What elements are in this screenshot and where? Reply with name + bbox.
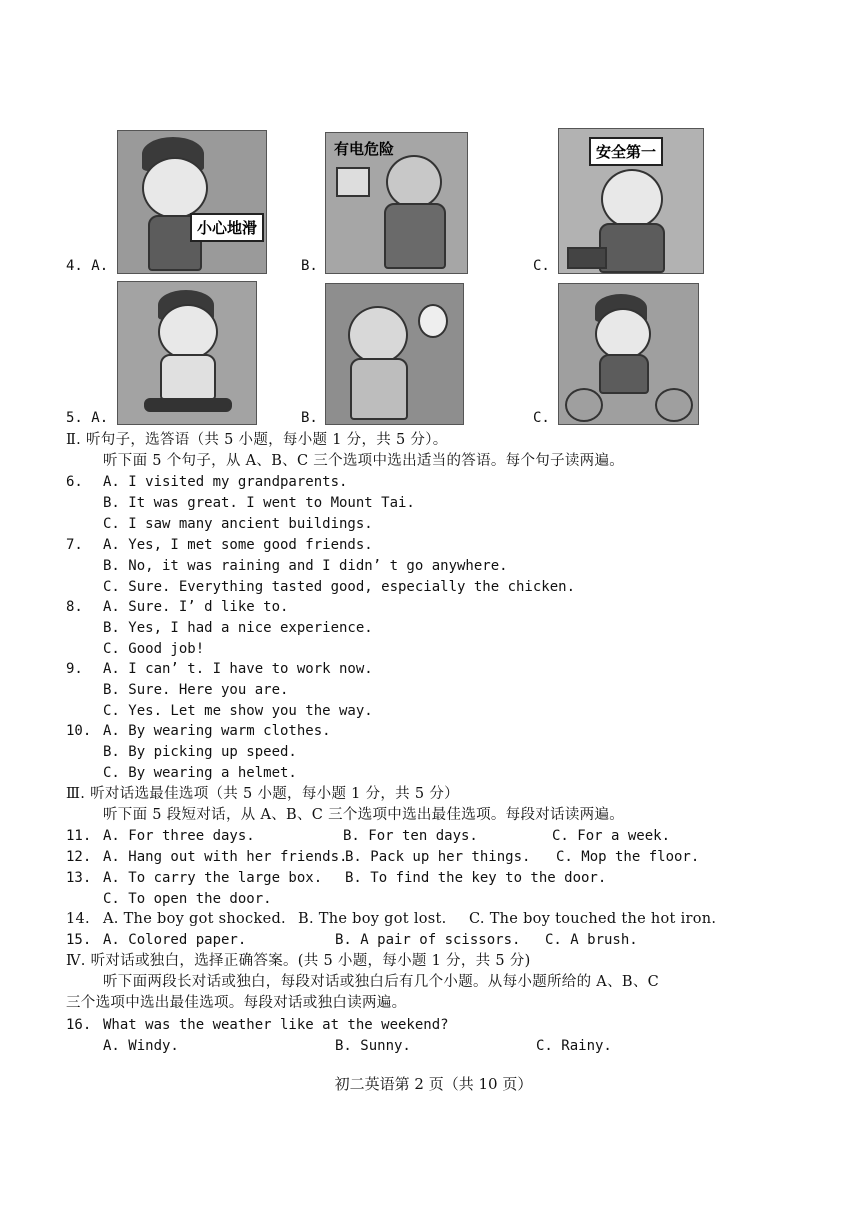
q5-label-c: C.: [533, 410, 550, 426]
q6-number: 6.: [66, 474, 83, 490]
section-2-instruction: 听下面 5 个句子，从 A、B、C 三个选项中选出适当的答语。每个句子读两遍。: [103, 453, 625, 469]
skateboard-icon: [144, 398, 232, 412]
q4-picture-a: [117, 130, 267, 274]
q4-label-b: B.: [301, 258, 318, 274]
q4-picture-b: [325, 132, 468, 274]
section-2-heading: Ⅱ. 听句子，选答语（共 5 小题，每小题 1 分，共 5 分）。: [66, 432, 448, 448]
q8-option-a: A. Sure. I’ d like to.: [103, 599, 289, 615]
section-4-instruction-1: 听下面两段长对话或独白，每段对话或独白后有几个小题。从每小题所给的 A、B、C: [103, 974, 660, 990]
section-4-heading: Ⅳ. 听对话或独白，选择正确答案。(共 5 小题，每小题 1 分，共 5 分): [66, 953, 531, 969]
q13-number: 13.: [66, 870, 92, 886]
ping-pong-paddle-icon: [418, 304, 448, 338]
q11-option-b: B. For ten days.: [343, 828, 478, 844]
q6-option-c: C. I saw many ancient buildings.: [103, 516, 373, 532]
q11-option-c: C. For a week.: [552, 828, 671, 844]
q14-option-a: A. The boy got shocked.: [103, 911, 286, 927]
caution-sign: 小心地滑: [190, 213, 264, 242]
q12-option-c: C. Mop the floor.: [556, 849, 700, 865]
section-4-instruction-2: 三个选项中选出最佳选项。每段对话或独白读两遍。: [66, 995, 407, 1011]
q5-picture-b: [325, 283, 464, 425]
q11-number: 11.: [66, 828, 92, 844]
q7-option-a: A. Yes, I met some good friends.: [103, 537, 373, 553]
q13-option-a: A. To carry the large box.: [103, 870, 323, 886]
q10-option-b: B. By picking up speed.: [103, 744, 297, 760]
q16-number: 16.: [66, 1017, 92, 1033]
q13-option-c: C. To open the door.: [103, 891, 272, 907]
q15-option-c: C. A brush.: [545, 932, 638, 948]
section-3-instruction: 听下面 5 段短对话，从 A、B、C 三个选项中选出最佳选项。每段对话读两遍。: [103, 807, 625, 823]
q4-label-c: C.: [533, 258, 550, 274]
section-3-heading: Ⅲ. 听对话选最佳选项（共 5 小题，每小题 1 分，共 5 分）: [66, 786, 459, 802]
q5-picture-a: [117, 281, 257, 425]
q12-option-b: B. Pack up her things.: [345, 849, 531, 865]
q15-option-a: A. Colored paper.: [103, 932, 247, 948]
danger-sign: 有电危险: [334, 140, 395, 158]
socket-icon: [336, 167, 370, 197]
q14-option-b: B. The boy got lost.: [298, 911, 447, 927]
safety-first-sign: 安全第一: [589, 137, 663, 166]
boy-body-icon: [350, 358, 408, 420]
q11-option-a: A. For three days.: [103, 828, 255, 844]
q9-option-c: C. Yes. Let me show you the way.: [103, 703, 373, 719]
q16-question: What was the weather like at the weekend?: [103, 1017, 449, 1033]
q10-option-a: A. By wearing warm clothes.: [103, 723, 331, 739]
q7-option-b: B. No, it was raining and I didn’ t go anywhere.: [103, 558, 508, 574]
q9-option-b: B. Sure. Here you are.: [103, 682, 289, 698]
boy-face-icon: [601, 169, 663, 229]
boy-face-icon: [158, 304, 218, 360]
q16-option-c: C. Rainy.: [536, 1038, 612, 1054]
boy-face-icon: [595, 308, 651, 360]
toolbox-icon: [567, 247, 607, 269]
boy-body-icon: [599, 223, 665, 273]
q15-option-b: B. A pair of scissors.: [335, 932, 521, 948]
q13-option-b: B. To find the key to the door.: [345, 870, 607, 886]
q6-option-a: A. I visited my grandparents.: [103, 474, 348, 490]
q4-picture-c: [558, 128, 704, 274]
q5-label-b: B.: [301, 410, 318, 426]
boy-face-icon: [142, 157, 208, 219]
q10-number: 10.: [66, 723, 92, 739]
q7-number: 7.: [66, 537, 83, 553]
boy-body-icon: [599, 354, 649, 394]
q8-number: 8.: [66, 599, 83, 615]
q16-option-b: B. Sunny.: [335, 1038, 411, 1054]
page-footer: 初二英语第 2 页（共 10 页）: [334, 1075, 533, 1093]
q12-option-a: A. Hang out with her friends.: [103, 849, 348, 865]
q15-number: 15.: [66, 932, 92, 948]
q5-picture-c: [558, 283, 699, 425]
bicycle-wheel-icon: [655, 388, 693, 422]
boy-face-icon: [348, 306, 408, 364]
q10-option-c: C. By wearing a helmet.: [103, 765, 297, 781]
q16-option-a: A. Windy.: [103, 1038, 179, 1054]
q9-number: 9.: [66, 661, 83, 677]
q12-number: 12.: [66, 849, 92, 865]
q14-option-c: C. The boy touched the hot iron.: [469, 911, 717, 927]
q7-option-c: C. Sure. Everything tasted good, especially the chicken.: [103, 579, 576, 595]
q8-option-b: B. Yes, I had a nice experience.: [103, 620, 373, 636]
boy-face-icon: [386, 155, 442, 209]
boy-body-icon: [384, 203, 446, 269]
q14-number: 14.: [66, 911, 90, 927]
q4-label: 4. A.: [66, 258, 109, 274]
q6-option-b: B. It was great. I went to Mount Tai.: [103, 495, 415, 511]
q9-option-a: A. I can’ t. I have to work now.: [103, 661, 373, 677]
boy-body-icon: [160, 354, 216, 400]
bicycle-wheel-icon: [565, 388, 603, 422]
q8-option-c: C. Good job!: [103, 641, 205, 657]
q5-label: 5. A.: [66, 410, 109, 426]
